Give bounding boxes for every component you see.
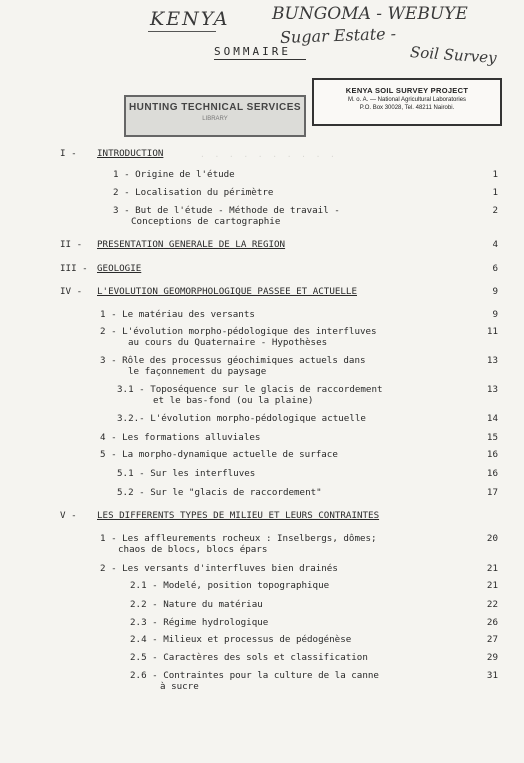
entry-title: 5.2 - Sur le "glacis de raccordement" — [117, 487, 322, 498]
entry-title-continued: Conceptions de cartographie — [131, 216, 281, 227]
entry-title: 2 - Les versants d'interfluves bien drainés — [100, 563, 338, 574]
hunting-stamp — [124, 95, 306, 137]
entry-page: 21 — [486, 580, 498, 591]
entry-title: 5.1 - Sur les interfluves — [117, 468, 256, 479]
entry-title: 2 - L'évolution morpho-pédologique des interfluves — [100, 326, 377, 337]
entry-title: 3 - Rôle des processus géochimiques actuels dans — [100, 355, 366, 366]
entry-title: 5 - La morpho-dynamique actuelle de surface — [100, 449, 338, 460]
entry-title: 2.1 - Modelé, position topographique — [130, 580, 330, 591]
entry-page: 9 — [492, 286, 498, 297]
section-number: IV - — [60, 286, 83, 297]
entry-page: 21 — [486, 563, 498, 574]
title-underline — [214, 59, 306, 60]
section-number: II - — [60, 239, 83, 250]
entry-page: 26 — [486, 617, 498, 628]
handwritten-location: BUNGOMA - WEBUYE — [272, 4, 468, 24]
entry-page: 27 — [486, 634, 498, 645]
handwritten-survey: Soil Survey — [409, 43, 498, 67]
entry-title: 2.2 - Nature du matériau — [130, 599, 263, 610]
section-title: L'EVOLUTION GEOMORPHOLOGIQUE PASSEE ET ACTUELLE — [97, 286, 357, 297]
section-number: III - — [60, 263, 88, 274]
entry-page: 1 — [492, 169, 498, 180]
entry-title-continued: chaos de blocs, blocs épars — [118, 544, 268, 555]
entry-page: 9 — [492, 309, 498, 320]
entry-page: 22 — [486, 599, 498, 610]
entry-page: 17 — [486, 487, 498, 498]
hunting-stamp-text: HUNTING TECHNICAL SERVICES — [128, 102, 302, 113]
section-title: GEOLOGIE — [97, 263, 142, 274]
entry-page: 13 — [486, 384, 498, 395]
entry-title: 1 - Le matériau des versants — [100, 309, 255, 320]
stamp-lab-line: M. o. A. — National Agricultural Laboratories — [347, 97, 467, 103]
entry-title: 1 - Les affleurements rocheux : Inselbergs, dômes; — [100, 533, 377, 544]
entry-title: 3.1 - Toposéquence sur le glacis de raccordement — [117, 384, 383, 395]
entry-title: 2.5 - Caractères des sols et classification — [130, 652, 368, 663]
entry-title-continued: au cours du Quaternaire - Hypothèses — [128, 337, 328, 348]
entry-title-continued: et le bas-fond (ou la plaine) — [153, 395, 314, 406]
entry-title: 4 - Les formations alluviales — [100, 432, 261, 443]
section-title: INTRODUCTION — [97, 148, 164, 159]
hunting-stamp-subtext: LIBRARY — [202, 116, 228, 122]
entry-page: 31 — [486, 670, 498, 681]
entry-title: 2 - Localisation du périmètre — [113, 187, 274, 198]
entry-page: 6 — [492, 263, 498, 274]
kenya-soil-survey-stamp — [312, 78, 502, 126]
entry-page: 16 — [486, 449, 498, 460]
handwritten-country: KENYA — [150, 8, 230, 30]
entry-title: 3 - But de l'étude - Méthode de travail - — [113, 205, 340, 216]
section-title: PRESENTATION GENERALE DE LA REGION — [97, 239, 286, 250]
entry-title-continued: à sucre — [160, 681, 199, 692]
entry-page: 15 — [486, 432, 498, 443]
section-number: I - — [60, 148, 77, 159]
entry-title: 3.2.- L'évolution morpho-pédologique actuelle — [117, 413, 366, 424]
entry-title: 2.3 - Régime hydrologique — [130, 617, 269, 628]
entry-page: 16 — [486, 468, 498, 479]
entry-title: 2.4 - Milieux et processus de pédogénèse — [130, 634, 352, 645]
handwritten-underline — [148, 31, 216, 32]
entry-page: 13 — [486, 355, 498, 366]
stamp-address-line: P.O. Box 30028, Tel. 48211 Nairobi. — [359, 105, 455, 111]
entry-title-continued: le façonnement du paysage — [128, 366, 267, 377]
stamp-project-line: KENYA SOIL SURVEY PROJECT — [345, 86, 469, 95]
entry-page: 11 — [486, 326, 498, 337]
entry-title: 1 - Origine de l'étude — [113, 169, 235, 180]
section-number: V - — [60, 510, 77, 521]
entry-page: 29 — [486, 652, 498, 663]
section-title: LES DIFFERENTS TYPES DE MILIEU ET LEURS CONTRAINTES — [97, 510, 380, 521]
page-title: SOMMAIRE — [214, 45, 291, 58]
entry-page: 2 — [492, 205, 498, 216]
show-through-text: . . . . . . . . . . — [200, 150, 335, 159]
entry-page: 4 — [492, 239, 498, 250]
entry-title: 2.6 - Contraintes pour la culture de la canne — [130, 670, 379, 681]
entry-page: 20 — [486, 533, 498, 544]
entry-page: 1 — [492, 187, 498, 198]
handwritten-estate: Sugar Estate - — [279, 23, 397, 48]
entry-page: 14 — [486, 413, 498, 424]
